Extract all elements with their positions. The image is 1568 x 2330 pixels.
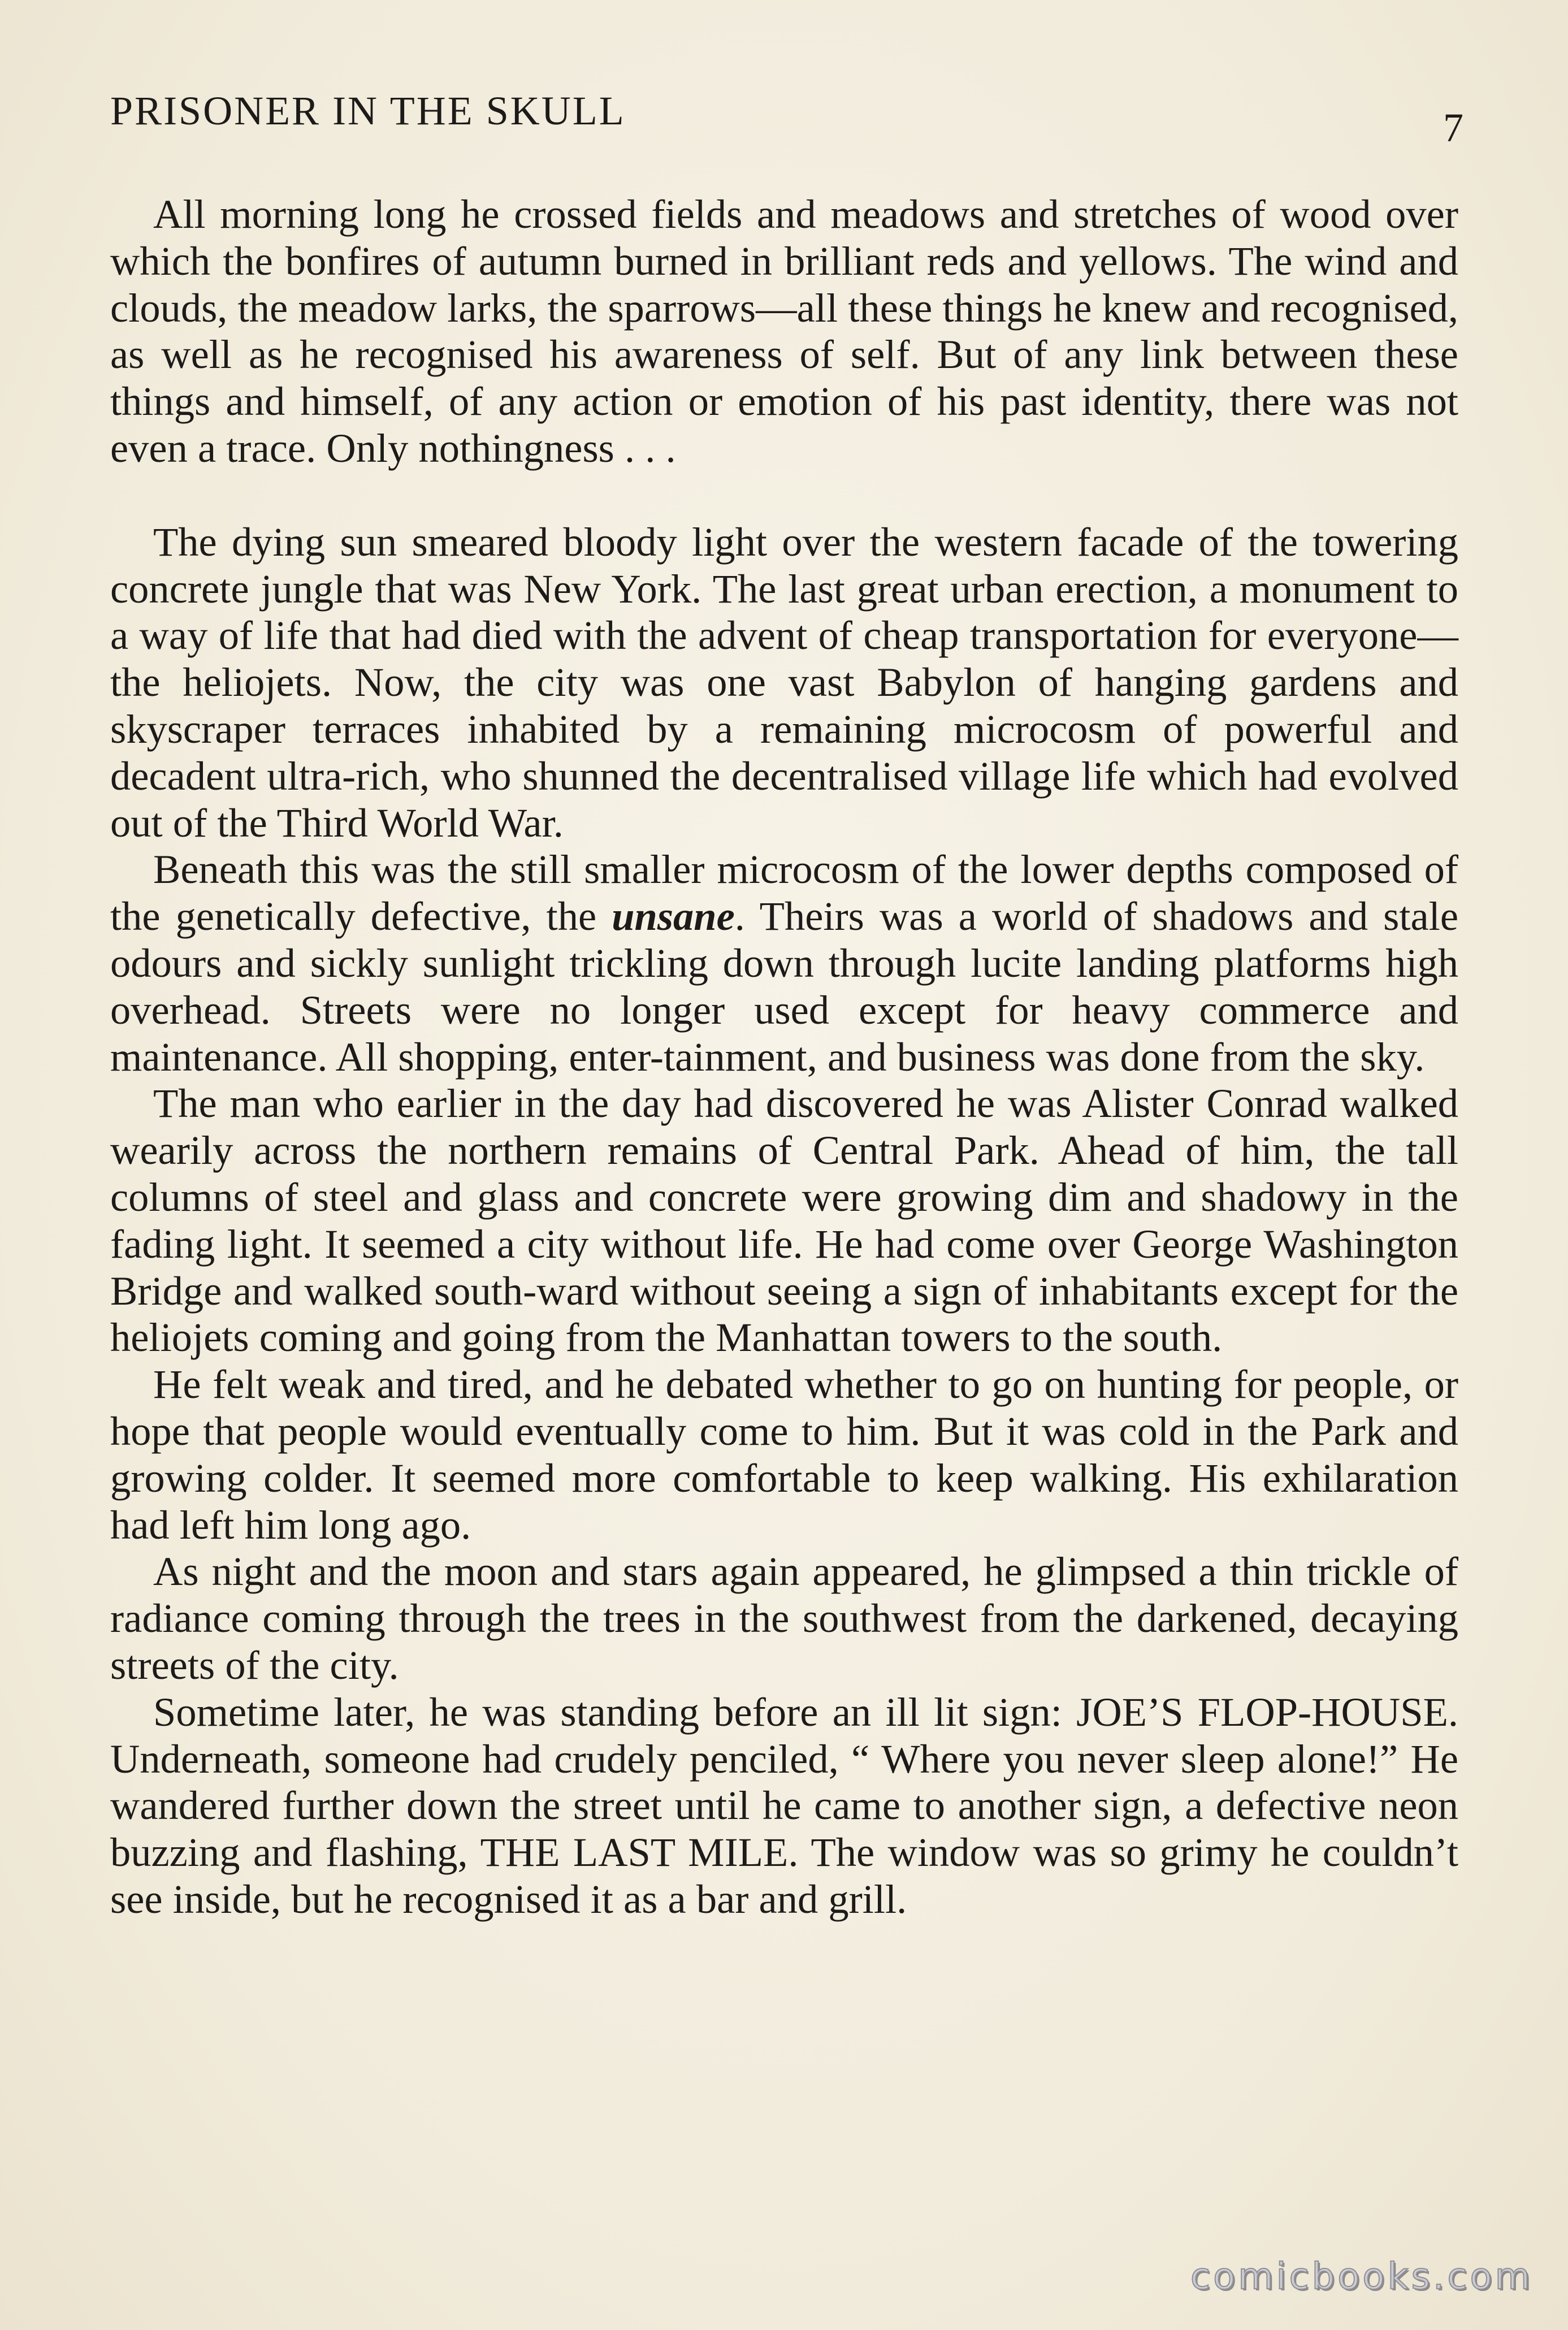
body-text (110, 191, 1458, 1923)
paragraph-5: He felt weak and tired, and he debated whether to go on hunting for people, or hope that people would eventually come to him. But it was cold in the Park and growing colder. It seemed more comfortable to keep walking. His exhilaration had left him long ago. (110, 1361, 1458, 1548)
paragraph-4: The man who earlier in the day had discovered he was Alister Conrad walked wearily across the northern remains of Central Park. Ahead of him, the tall columns of steel and glass and concrete were growing dim and shadowy in the fading light. It seemed a city without life. He had come over George Washington Bridge and walked south-ward without seeing a sign of inhabitants except for the heliojets coming and going from the Manhattan towers to the south. (110, 1080, 1458, 1361)
paragraph-7: Sometime later, he was standing before an ill lit sign: JOE’S FLOP-HOUSE. Underneath, someone had crudely penciled, “ Where you never sleep alone!” He wandered further down the street until he came to another sign, a defective neon buzzing and flashing, THE LAST MILE. The window was so grimy he couldn’t see inside, but he recognised it as a bar and grill. (110, 1688, 1458, 1922)
watermark: comicbooks.com (1190, 2256, 1533, 2298)
emphasis-unsane: unsane (612, 893, 735, 939)
page-number: 7 (1443, 105, 1463, 150)
paragraph-1: All morning long he crossed fields and meadows and stretches of wood over which the bonfires of autumn burned in brilliant reds and yellows. The wind and clouds, the meadow larks, the sparrows—all these things he knew and recognised, as well as he recognised his awareness of self. But of any link between these things and himself, of any action or emotion of his past identity, there was not even a trace. Only nothingness . . . (110, 191, 1458, 471)
paragraph-3: Beneath this was the still smaller microcosm of the lower depths composed of the genetically defective, the unsane. Theirs was a world of shadows and stale odours and sickly sunlight trickling down through lucite landing platforms high overhead. Streets were no longer used except for heavy commerce and maintenance. All shopping, enter-tainment, and business was done from the sky. (110, 846, 1459, 1080)
paragraph-6: As night and the moon and stars again appeared, he glimpsed a thin trickle of radiance coming through the trees in the southwest from the darkened, decaying streets of the city. (110, 1548, 1458, 1688)
running-title: PRISONER IN THE SKULL (110, 88, 626, 133)
paragraph-2: The dying sun smeared bloody light over the western facade of the towering concrete jungle that was New York. The last great urban erection, a monument to a way of life that had died with the advent of cheap transportation for everyone—the heliojets. Now, the city was one vast Babylon of hanging gardens and skyscraper terraces inhabited by a remaining microcosm of powerful and decadent ultra-rich, who shunned the decentralised village life which had evolved out of the Third World War. (110, 518, 1458, 846)
